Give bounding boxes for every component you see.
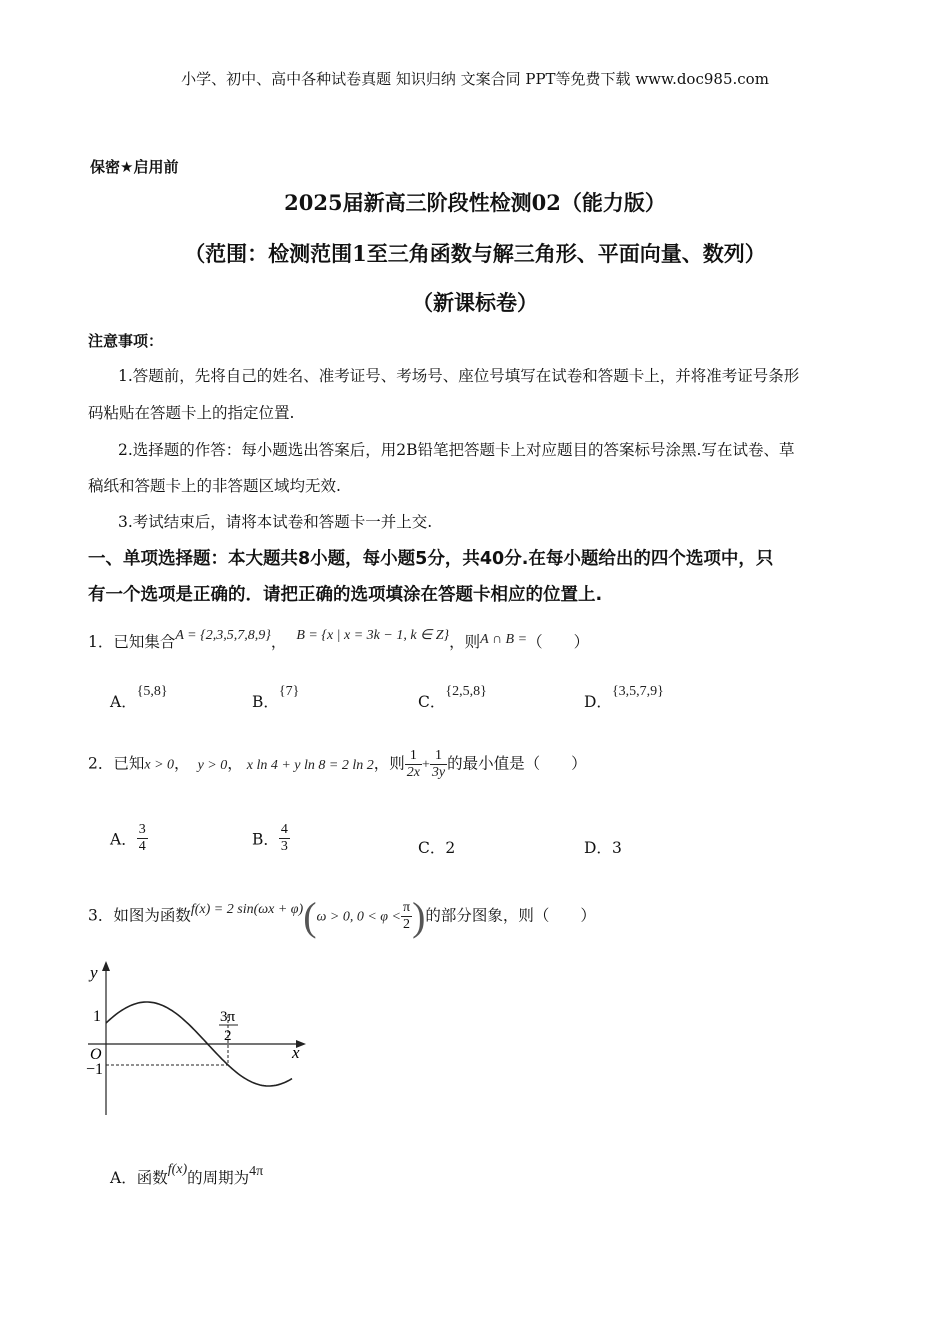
tick-3pi-den: 2 [224,1028,232,1044]
confidential-label: 保密★启用前 [90,158,179,176]
tick-neg1-label: −1 [86,1061,104,1078]
q3-function: f(x) = 2 sin(ωx + φ) [190,901,304,917]
notice-2-line-2: 稿纸和答题卡上的非答题区域均无效. [88,477,341,495]
question-2: 2．已知x > 0， y > 0， x ln 4 + y ln 8 = 2 ln 2，则 $\frac{1}{2x}$ + $\frac{1}{3y}$ 的最小值是（ ） [88,748,587,780]
site-header: 小学、初中、高中各种试卷真题 知识归纳 文案合同 PPT等免费下载 www.doc985.com [181,70,769,88]
y-axis-arrow [102,961,110,971]
notice-1-line-1: 1.答题前，先将自己的姓名、准考证号、考场号、座位号填写在试卷和答题卡上，并将准考证号条形 [118,367,800,385]
q2-cond-y: y > 0 [197,757,228,773]
exam-scope: （范围：检测范围1至三角函数与解三角形、平面向量、数列） [184,241,766,266]
q1-then: ，则 [449,633,481,651]
question-3: 3．如图为函数f(x) = 2 sin(ωx + φ)(ω > 0, 0 < φ < $\frac{\pi}{2}$ )的部分图象，则（ ） [88,894,596,939]
q2-frac-2: $\frac{1}{3y}$ [431,748,446,780]
q1-option-b[interactable]: B．{7} [252,684,300,711]
q2-frac-1: $\frac{1}{2x}$ [406,748,420,780]
q1-sep: ， [270,633,287,651]
tick-3pi-num: 3π [220,1009,236,1025]
notice-3: 3.考试结束后，请将本试卷和答题卡一并上交. [118,513,433,531]
q1-option-d[interactable]: D．{3,5,7,9} [584,684,664,711]
sine-graph [80,955,320,1125]
q1-option-a[interactable]: A．{5,8} [110,684,168,711]
q2-option-a[interactable]: A． $\frac{3}{4}$ [110,822,146,854]
origin-label: O [90,1046,102,1063]
q1-expr: A ∩ B = [480,632,528,647]
notice-heading: 注意事项： [88,332,164,350]
q2-cond-x: x > 0 [144,757,175,773]
y-label: y [90,963,98,982]
question-1 [88,630,589,652]
q2-equation: x ln 4 + y ln 8 = 2 ln 2 [246,757,374,773]
exam-type: （新课标卷） [412,290,538,315]
section-heading-line-2: 有一个选项是正确的．请把正确的选项填涂在答题卡相应的位置上. [88,585,603,605]
q3-option-a[interactable]: A．函数f(x)的周期为4π [110,1162,264,1187]
q3-suffix: 的部分图象，则（ ） [425,906,596,925]
q2-prefix: 2．已知 [88,754,145,773]
q1-paren: （ ） [527,633,590,651]
notice-2-line-1: 2.选择题的作答：每小题选出答案后，用2B铅笔把答题卡上对应题目的答案标号涂黑.写在试卷、草 [118,441,795,459]
notice-1-line-2: 码粘贴在答题卡上的指定位置. [88,404,295,422]
q2-suffix: 的最小值是（ ） [447,754,587,773]
q3-condition: ω > 0, 0 < φ < [316,909,402,925]
q1-set-b: B = {x | x = 3k − 1, k ∈ Z} [296,628,450,643]
q1-option-c[interactable]: C．{2,5,8} [418,684,487,711]
q1-prefix: 1．已知集合 [88,633,176,651]
q1-set-a: A = {2,3,5,7,8,9} [175,628,271,643]
x-label: x [292,1043,300,1062]
q2-option-d[interactable]: D．3 [584,839,622,857]
exam-title: 2025届新高三阶段性检测02（能力版） [284,190,666,215]
q2-option-c[interactable]: C．2 [418,839,456,857]
section-heading-line-1: 一、单项选择题：本大题共8小题，每小题5分，共40分.在每小题给出的四个选项中，只 [88,549,774,569]
q3-prefix: 3．如图为函数 [88,906,191,925]
q2-option-b[interactable]: B． $\frac{4}{3}$ [252,822,288,854]
tick-1-label: 1 [93,1008,101,1025]
